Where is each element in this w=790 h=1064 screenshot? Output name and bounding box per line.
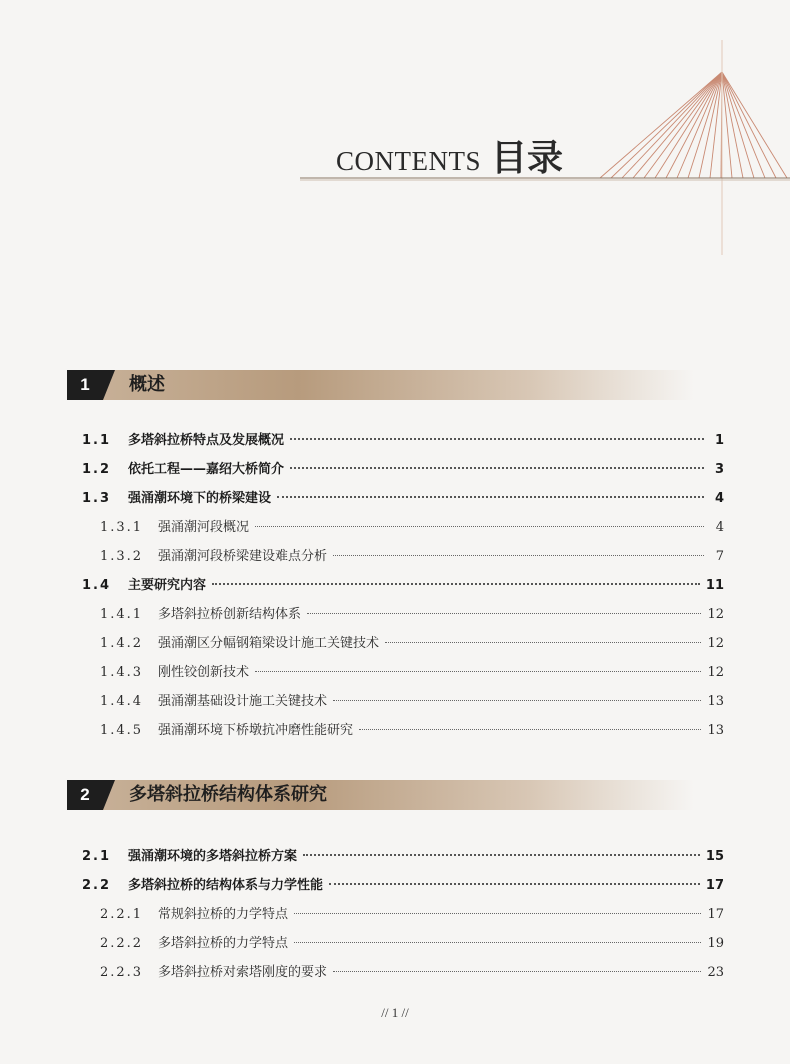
toc-dot-leader — [290, 466, 704, 469]
toc-entry[interactable] — [100, 692, 724, 712]
chapter-number: 1 — [67, 370, 103, 400]
toc-entry-title: 多塔斜拉桥创新结构体系 — [158, 607, 302, 622]
toc-entry-number: 2.2 — [82, 878, 112, 893]
toc-entry-title: 依托工程——嘉绍大桥简介 — [128, 462, 285, 477]
toc-entry-page: 17 — [705, 878, 724, 893]
toc-dot-leader — [303, 853, 700, 856]
toc-entry-title: 多塔斜拉桥特点及发展概况 — [128, 433, 285, 448]
toc-entry-number: 1.4.2 — [100, 636, 144, 651]
toc-entry-title: 强涌潮环境的多塔斜拉桥方案 — [128, 849, 298, 864]
chapter-slash-decoration — [103, 780, 115, 810]
toc-dot-leader — [255, 525, 704, 527]
contents-title-zh: 目录 — [491, 138, 564, 179]
toc-entry[interactable] — [100, 663, 724, 683]
toc-entry-page: 12 — [707, 636, 724, 651]
toc-entry-title: 强涌潮河段桥梁建设难点分析 — [158, 549, 328, 564]
toc-entry-page: 4 — [715, 520, 724, 535]
toc-entry-page: 12 — [707, 607, 724, 622]
toc-entry-page: 4 — [714, 491, 724, 506]
toc-entry-page: 23 — [707, 965, 724, 980]
toc-dot-leader — [294, 912, 701, 914]
toc-entry-title: 强涌潮基础设计施工关键技术 — [158, 694, 328, 709]
toc-entry-number: 2.2.3 — [100, 965, 144, 980]
toc-dot-leader — [333, 699, 701, 701]
toc-entry[interactable] — [100, 934, 724, 954]
toc-entry-title: 多塔斜拉桥对索塔刚度的要求 — [158, 965, 328, 980]
toc-entry-number: 1.2 — [82, 462, 112, 477]
toc-entry-number: 2.2.1 — [100, 907, 144, 922]
toc-entry-page: 17 — [707, 907, 724, 922]
toc-entry[interactable] — [100, 547, 724, 567]
toc-entry[interactable] — [82, 876, 724, 896]
toc-entry[interactable] — [82, 460, 724, 480]
toc-entry-number: 1.4.5 — [100, 723, 144, 738]
toc-dot-leader — [307, 612, 701, 614]
toc-entry-number: 1.3.2 — [100, 549, 144, 564]
chapter-title: 多塔斜拉桥结构体系研究 — [129, 784, 327, 805]
toc-entry-page: 19 — [707, 936, 724, 951]
toc-entry-number: 2.2.2 — [100, 936, 144, 951]
toc-dot-leader — [294, 941, 701, 943]
contents-heading — [336, 130, 563, 181]
toc-entry-number: 1.3 — [82, 491, 112, 506]
toc-dot-leader — [333, 970, 701, 972]
toc-entry[interactable] — [82, 489, 724, 509]
toc-entry[interactable] — [100, 605, 724, 625]
toc-entry-page: 13 — [707, 694, 724, 709]
toc-entry[interactable] — [100, 634, 724, 654]
toc-entry-page: 3 — [714, 462, 724, 477]
toc-entry[interactable] — [100, 963, 724, 983]
toc-dot-leader — [212, 582, 700, 585]
toc-dot-leader — [359, 728, 701, 730]
toc-entry-page: 1 — [714, 433, 724, 448]
chapter-number: 2 — [67, 780, 103, 810]
chapter-title: 概述 — [129, 374, 165, 395]
contents-title-en: CONTENTS — [336, 146, 481, 176]
toc-entry-page: 7 — [715, 549, 724, 564]
toc-dot-leader — [290, 437, 704, 440]
toc-entry-page: 11 — [705, 578, 724, 593]
toc-entry-number: 1.4 — [82, 578, 112, 593]
toc-entry-title: 强涌潮区分幅钢箱梁设计施工关键技术 — [158, 636, 380, 651]
page-number: // 1 // — [381, 1005, 409, 1020]
toc-entry[interactable] — [100, 721, 724, 741]
toc-dot-leader — [333, 554, 704, 556]
toc-entry-number: 1.4.3 — [100, 665, 144, 680]
toc-entry-title: 多塔斜拉桥的力学特点 — [158, 936, 289, 951]
chapter-header-2 — [67, 780, 727, 810]
toc-dot-leader — [255, 670, 701, 672]
toc-entry-title: 强涌潮环境下桥墩抗冲磨性能研究 — [158, 723, 354, 738]
toc-entry-number: 1.4.4 — [100, 694, 144, 709]
toc-entry-page: 12 — [707, 665, 724, 680]
toc-dot-leader — [329, 882, 700, 885]
toc-entry-number: 1.1 — [82, 433, 112, 448]
toc-entry[interactable] — [82, 576, 724, 596]
toc-dot-leader — [385, 641, 701, 643]
chapter-header-1 — [67, 370, 727, 400]
toc-entry-page: 13 — [707, 723, 724, 738]
toc-entry-number: 2.1 — [82, 849, 112, 864]
toc-dot-leader — [277, 495, 704, 498]
toc-entry[interactable] — [100, 518, 724, 538]
toc-entry-number: 1.3.1 — [100, 520, 144, 535]
toc-entry[interactable] — [100, 905, 724, 925]
toc-entry-title: 强涌潮河段概况 — [158, 520, 250, 535]
toc-entry-title: 强涌潮环境下的桥梁建设 — [128, 491, 272, 506]
toc-entry[interactable] — [82, 431, 724, 451]
toc-entry-title: 主要研究内容 — [128, 578, 207, 593]
toc-entry-page: 15 — [705, 849, 724, 864]
toc-entry-title: 多塔斜拉桥的结构体系与力学性能 — [128, 878, 324, 893]
toc-entry[interactable] — [82, 847, 724, 867]
chapter-slash-decoration — [103, 370, 115, 400]
toc-entry-title: 常规斜拉桥的力学特点 — [158, 907, 289, 922]
toc-entry-title: 刚性铰创新技术 — [158, 665, 250, 680]
toc-entry-number: 1.4.1 — [100, 607, 144, 622]
